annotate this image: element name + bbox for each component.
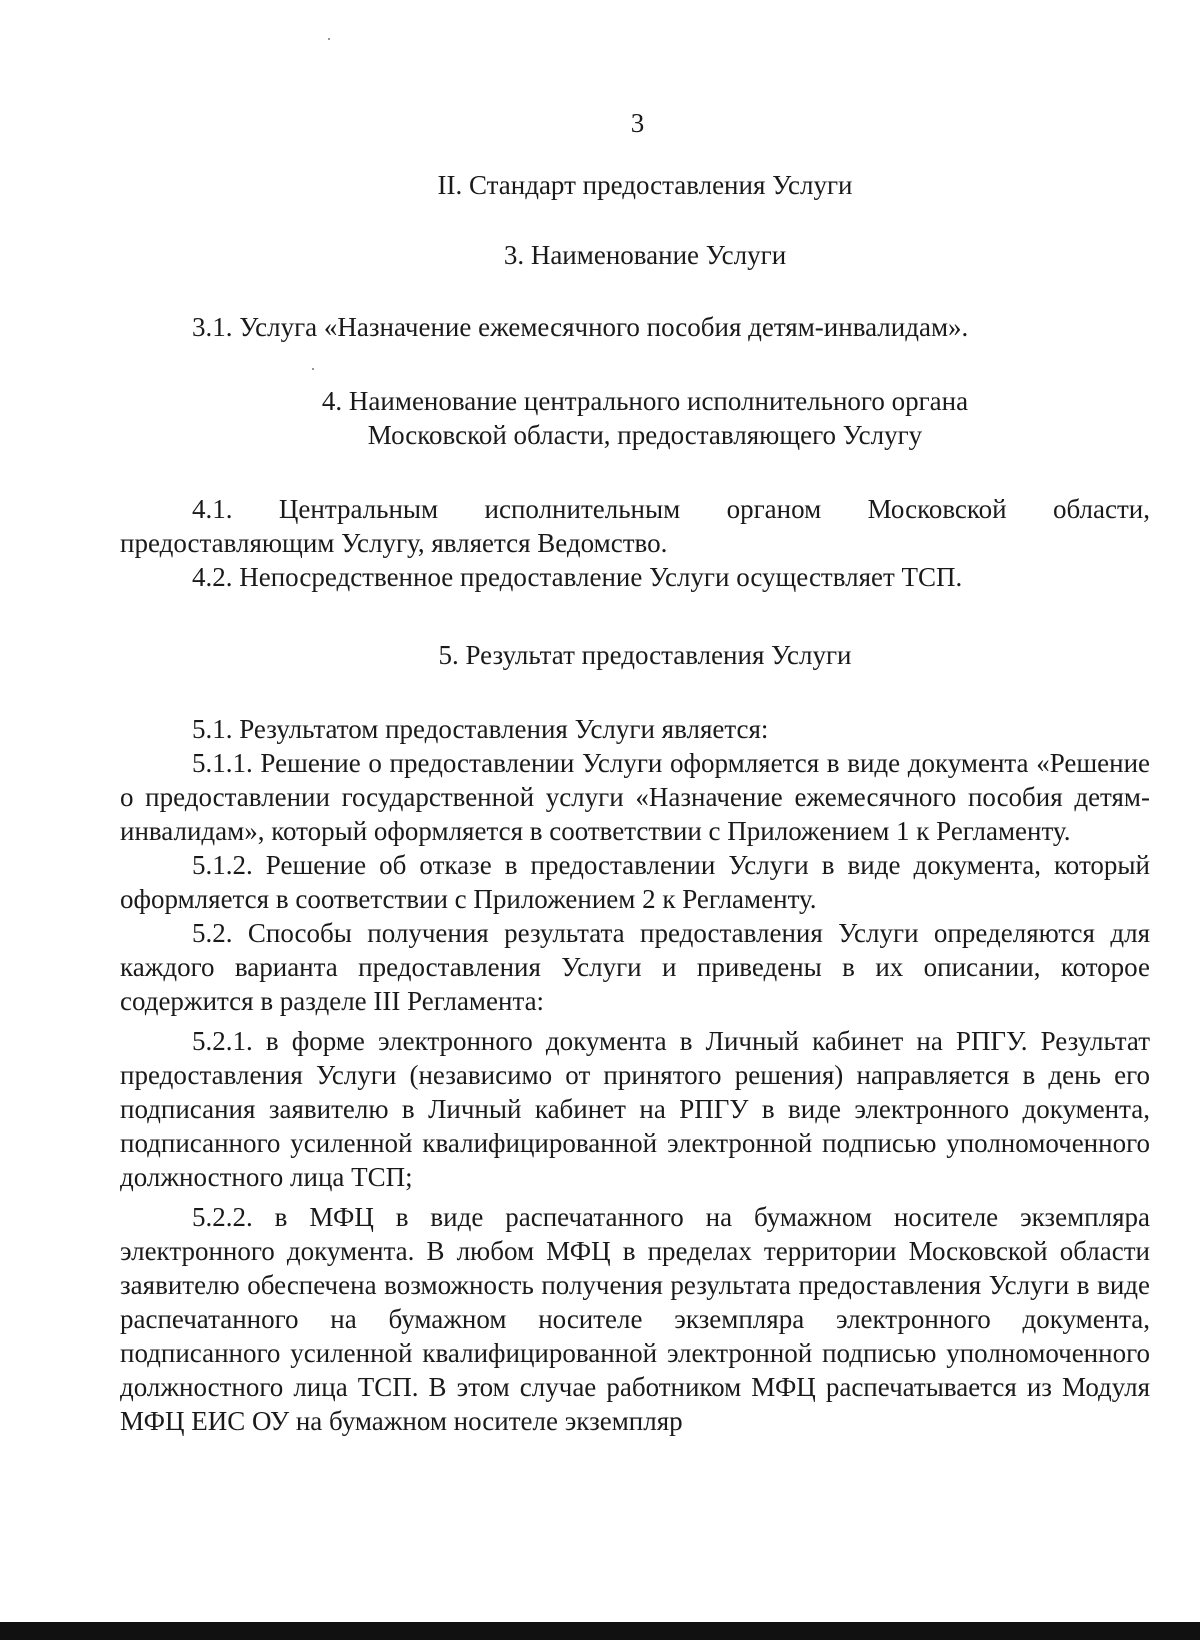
paragraph-3-1-block bbox=[120, 310, 1150, 344]
heading-5: 5. Результат предоставления Услуги bbox=[438, 640, 852, 670]
scan-bottom-edge bbox=[0, 1622, 1200, 1640]
paragraph-4-1: 4.1. Центральным исполнительным органом Московской области, предоставляющим Услугу, является Ведомство. bbox=[120, 494, 1150, 558]
section-4-body bbox=[120, 492, 1150, 594]
paragraph-3-1: 3.1. Услуга «Назначение ежемесячного пособия детям-инвалидам». bbox=[192, 312, 969, 342]
paragraph-5-1-1: 5.1.1. Решение о предоставлении Услуги оформляется в виде документа «Решение о предоставлении государственной услуги «Назначение ежемесячного пособия детям-инвалидам», который оформляется в соответствии с Приложением 1 к Регламенту. bbox=[120, 748, 1150, 846]
scan-speck bbox=[328, 38, 330, 40]
paragraph-5-2: 5.2. Способы получения результата предоставления Услуги определяются для каждого варианта предоставления Услуги и приведены в их описании, которое содержится в разделе III Регламента: bbox=[120, 918, 1150, 1016]
paragraph-5-2-2: 5.2.2. в МФЦ в виде распечатанного на бумажном носителе экземпляра электронного документа. В любом МФЦ в пределах территории Московской области заявителю обеспечена возможность получения результата предоставления Услуги в виде распечатанного на бумажном носителе экземпляра электронного документа, подписанного усиленной квалифицированной электронной подписью уполномоченного должностного лица ТСП. В этом случае работником МФЦ распечатывается из Модуля МФЦ ЕИС ОУ на бумажном носителе экземпляр bbox=[120, 1202, 1150, 1436]
paragraph-4-2: 4.2. Непосредственное предоставление Услуги осуществляет ТСП. bbox=[192, 562, 963, 592]
page-number: 3 bbox=[630, 108, 645, 138]
section-5-body bbox=[120, 712, 1150, 1438]
heading-4-line1: 4. Наименование центрального исполнительного органа bbox=[321, 386, 969, 416]
paragraph-5-1: 5.1. Результатом предоставления Услуги является: bbox=[192, 714, 769, 744]
heading-4-line2: Московской области, предоставляющего Услугу bbox=[367, 420, 923, 450]
heading-3: 3. Наименование Услуги bbox=[503, 240, 787, 270]
section-title: II. Стандарт предоставления Услуги bbox=[437, 170, 853, 200]
paragraph-5-1-2: 5.1.2. Решение об отказе в предоставлении Услуги в виде документа, который оформляется в соответствии с Приложением 2 к Регламенту. bbox=[120, 850, 1150, 914]
paragraph-5-2-1: 5.2.1. в форме электронного документа в Личный кабинет на РПГУ. Результат предоставления Услуги (независимо от принятого решения) направляется в день его подписания заявителю в Личный кабинет на РПГУ в виде электронного документа, подписанного усиленной квалифицированной электронной подписью уполномоченного должностного лица ТСП; bbox=[120, 1026, 1150, 1192]
scan-speck bbox=[312, 368, 314, 370]
